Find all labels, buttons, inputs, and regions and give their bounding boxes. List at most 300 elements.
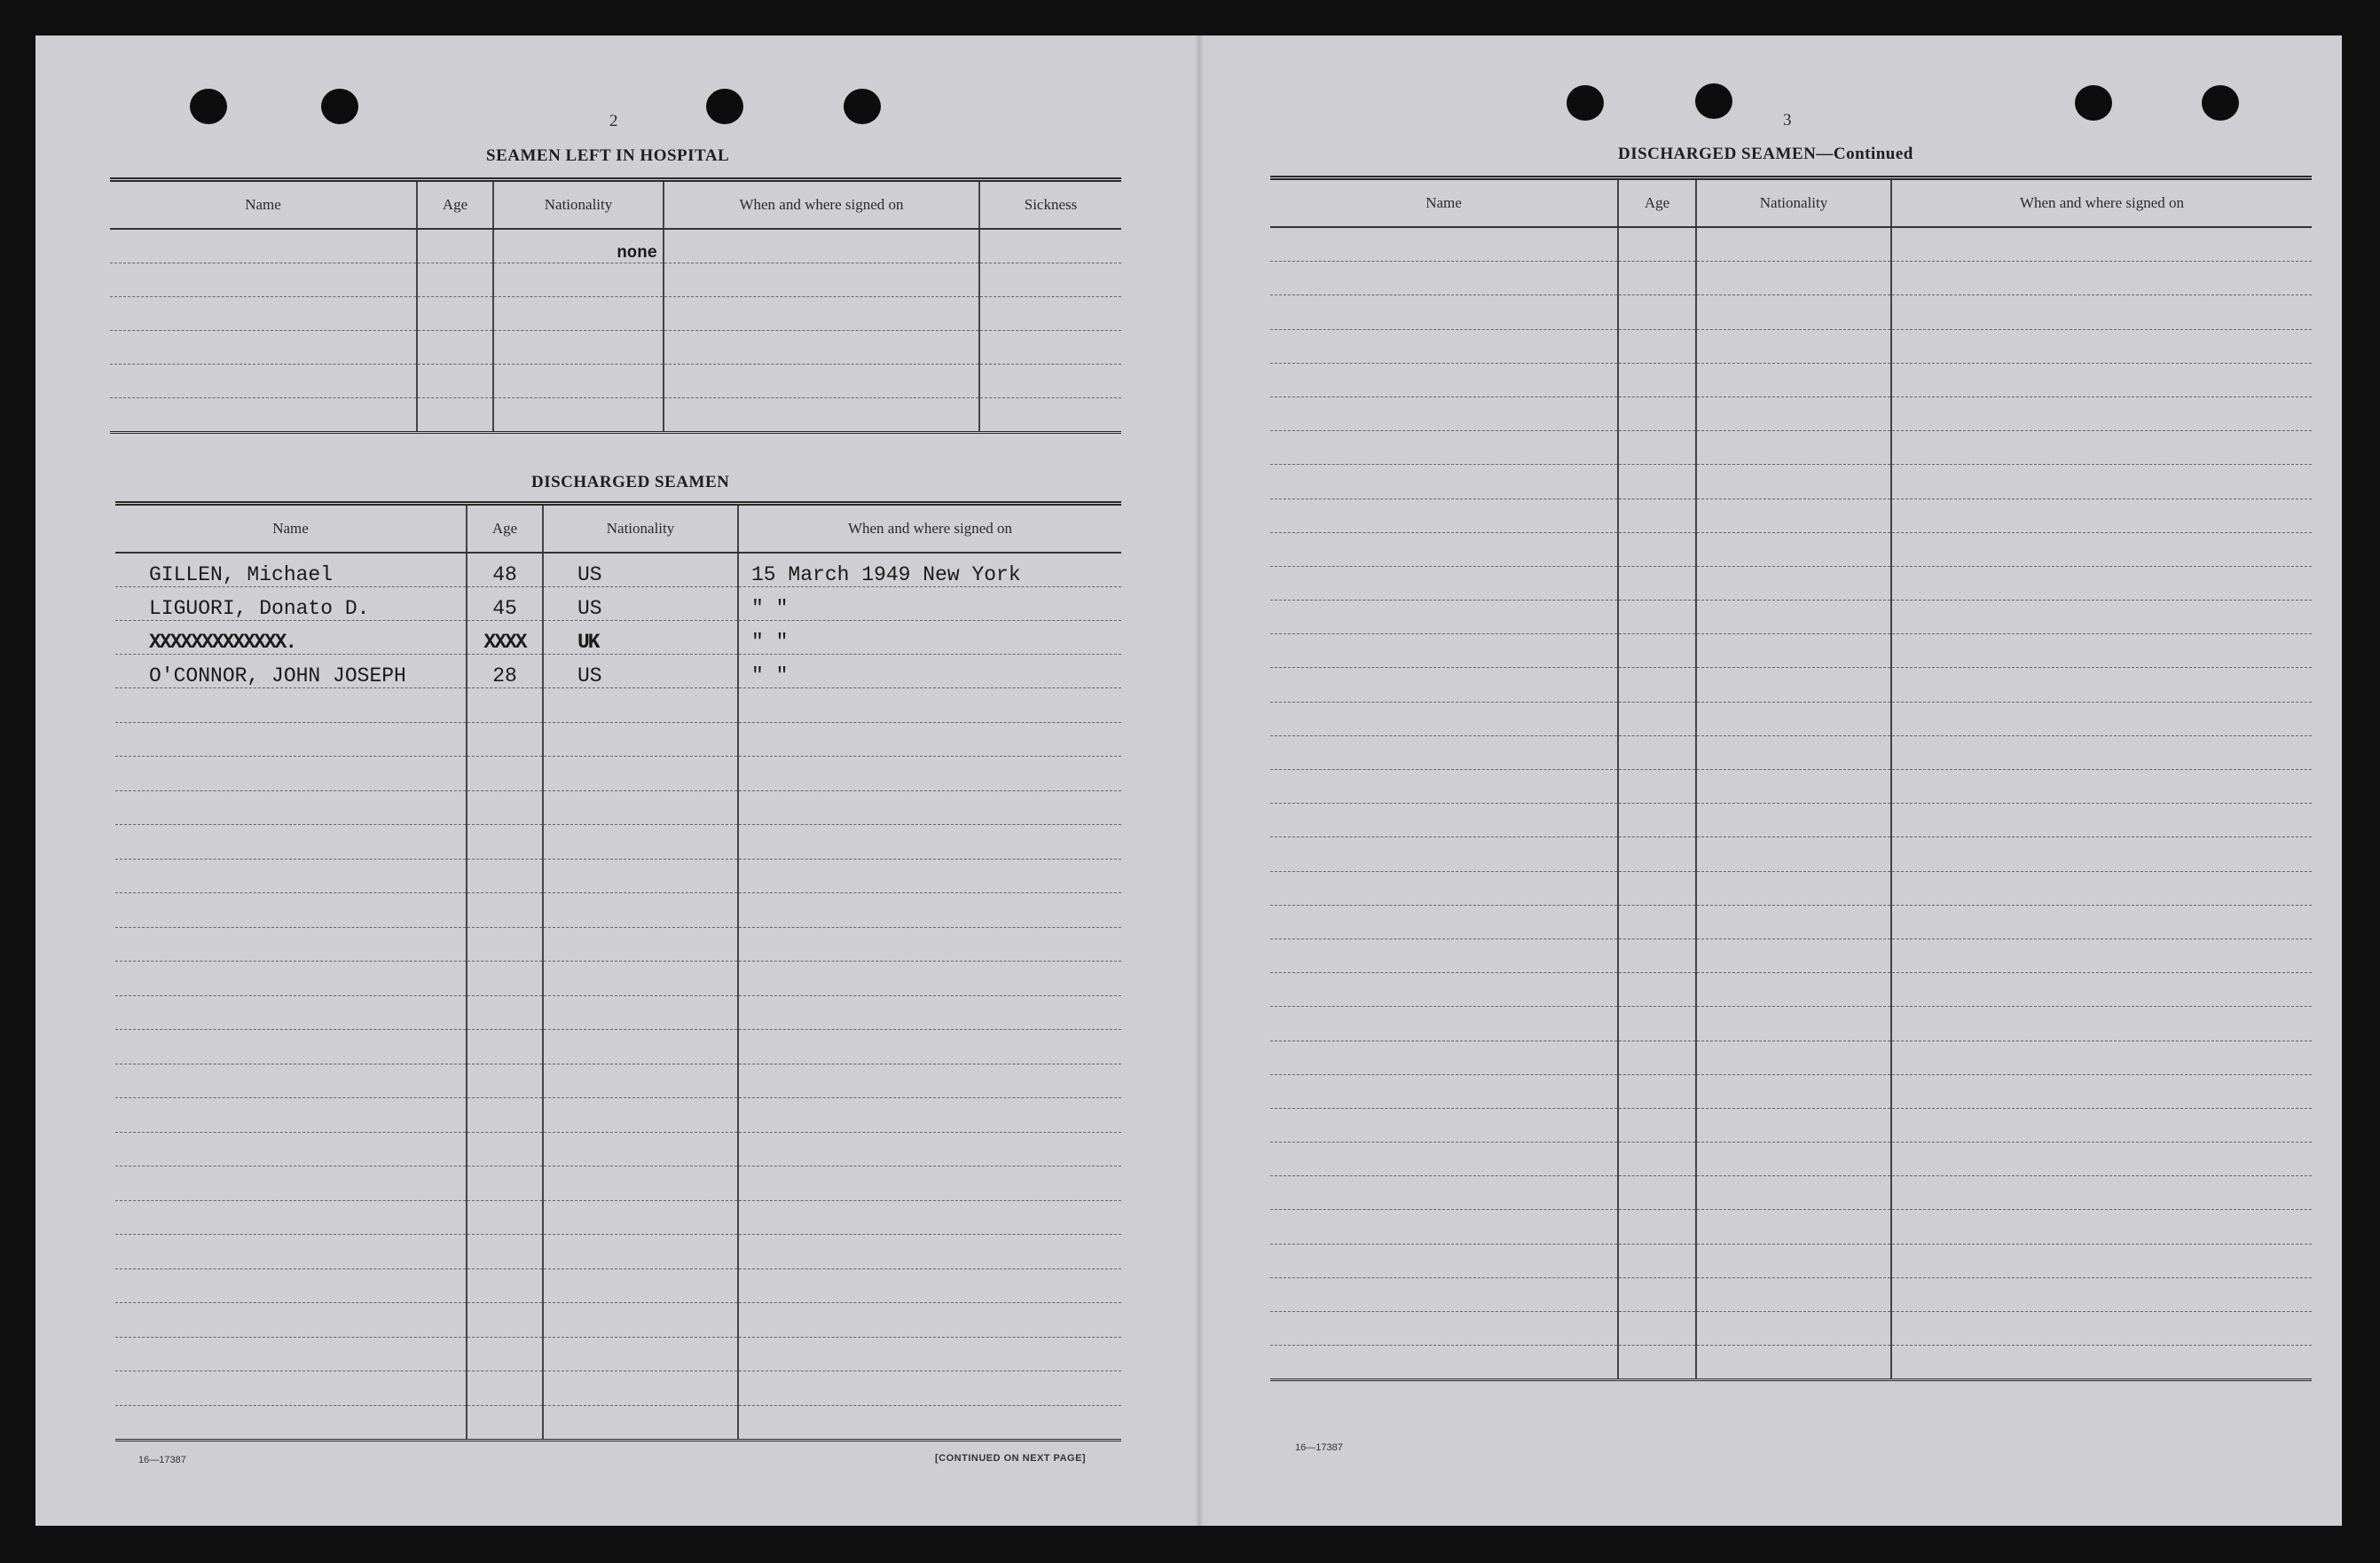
cell-nationality: US <box>543 553 738 587</box>
cell-signed-on <box>664 229 979 263</box>
cell-age: 48 <box>467 553 543 587</box>
hospital-table <box>110 177 1121 434</box>
cell-nationality: US <box>543 655 738 688</box>
table-row <box>1270 363 2312 397</box>
blank-cell <box>467 1166 543 1201</box>
blank-cell <box>543 1098 738 1133</box>
table-row <box>115 1064 1121 1098</box>
blank-cell <box>1696 668 1891 702</box>
blank-cell <box>1696 227 1891 262</box>
blank-cell <box>738 893 1121 928</box>
punch-hole <box>2075 85 2112 121</box>
blank-cell <box>1891 465 2312 499</box>
blank-cell <box>1891 1244 2312 1277</box>
blank-cell <box>543 1200 738 1235</box>
table-row <box>1270 634 2312 668</box>
blank-cell <box>738 790 1121 825</box>
blank-cell <box>1270 1041 1618 1074</box>
cell-sickness <box>979 229 1121 263</box>
title-suffix: —Continued <box>1816 145 1913 163</box>
blank-cell <box>1891 1007 2312 1041</box>
blank-cell <box>1696 1041 1891 1074</box>
blank-cell <box>467 1200 543 1235</box>
punch-hole <box>844 89 881 124</box>
blank-cell <box>738 722 1121 757</box>
blank-cell <box>1270 363 1618 397</box>
table-row <box>115 859 1121 893</box>
blank-cell <box>1270 804 1618 837</box>
blank-cell <box>1618 735 1696 769</box>
blank-cell <box>1696 1143 1891 1176</box>
table-row <box>115 1303 1121 1338</box>
cell-age-struck-out: XXXX <box>467 621 543 655</box>
blank-cell <box>115 1405 467 1441</box>
column-header-name: Name <box>110 180 417 230</box>
table-row <box>115 1268 1121 1303</box>
blank-cell <box>1891 601 2312 634</box>
punch-hole <box>321 89 358 124</box>
blank-cell <box>115 1098 467 1133</box>
blank-cell <box>115 1371 467 1406</box>
blank-cell <box>467 1268 543 1303</box>
blank-cell <box>1270 1244 1618 1277</box>
blank-cell <box>467 1337 543 1371</box>
table-row <box>1270 532 2312 566</box>
table-row <box>1270 1108 2312 1142</box>
blank-cell <box>1618 668 1696 702</box>
table-row <box>110 297 1121 331</box>
cell-name: O'CONNOR, JOHN JOSEPH <box>115 655 467 688</box>
blank-cell <box>1618 804 1696 837</box>
blank-cell <box>1270 905 1618 939</box>
blank-cell <box>738 1166 1121 1201</box>
blank-cell <box>1270 601 1618 634</box>
blank-cell <box>543 1235 738 1269</box>
table-row <box>1270 1074 2312 1108</box>
blank-cell <box>1891 431 2312 465</box>
blank-cell <box>1270 431 1618 465</box>
blank-cell <box>1618 295 1696 329</box>
blank-cell <box>543 1064 738 1098</box>
blank-cell <box>738 1371 1121 1406</box>
table-row <box>110 398 1121 433</box>
table-row <box>115 962 1121 996</box>
blank-cell <box>1696 566 1891 600</box>
table-row <box>1270 735 2312 769</box>
blank-cell <box>1696 1312 1891 1346</box>
column-header-signed-on: When and where signed on <box>664 180 979 230</box>
blank-cell <box>738 859 1121 893</box>
blank-cell <box>1270 566 1618 600</box>
blank-cell <box>467 722 543 757</box>
blank-cell <box>1891 905 2312 939</box>
blank-cell <box>1891 939 2312 972</box>
cell-name: GILLEN, Michael <box>115 553 467 587</box>
blank-cell <box>1891 735 2312 769</box>
blank-cell <box>543 859 738 893</box>
blank-cell <box>1270 837 1618 871</box>
blank-cell <box>1696 329 1891 363</box>
blank-cell <box>1696 837 1891 871</box>
blank-cell <box>467 825 543 860</box>
column-header-sickness: Sickness <box>979 180 1121 230</box>
table-row <box>1270 770 2312 804</box>
blank-cell <box>1270 1312 1618 1346</box>
blank-cell <box>1270 1007 1618 1041</box>
blank-cell <box>115 757 467 791</box>
blank-cell <box>1696 804 1891 837</box>
blank-cell <box>1270 1176 1618 1210</box>
blank-cell <box>1618 1074 1696 1108</box>
blank-cell <box>543 1337 738 1371</box>
page-fold <box>1195 35 1204 1526</box>
blank-cell <box>543 962 738 996</box>
blank-cell <box>115 1200 467 1235</box>
blank-cell <box>543 1303 738 1338</box>
blank-cell <box>1618 329 1696 363</box>
table-row <box>115 790 1121 825</box>
blank-cell <box>1618 634 1696 668</box>
table-row <box>115 1371 1121 1406</box>
table-row <box>115 688 1121 723</box>
column-header-nationality: Nationality <box>543 504 738 554</box>
blank-cell <box>1270 532 1618 566</box>
blank-cell <box>1270 227 1618 262</box>
blank-cell <box>1891 804 2312 837</box>
blank-cell <box>1891 634 2312 668</box>
table-row <box>115 587 1121 621</box>
column-header-age: Age <box>1618 178 1696 228</box>
blank-cell <box>1696 397 1891 430</box>
table-row <box>115 621 1121 655</box>
blank-cell <box>1696 1007 1891 1041</box>
cell-signed-on: 15 March 1949 New York <box>738 553 1121 587</box>
table-row <box>1270 499 2312 532</box>
table-row <box>115 1030 1121 1064</box>
blank-cell <box>1270 702 1618 735</box>
blank-cell <box>1618 601 1696 634</box>
blank-cell <box>1270 1108 1618 1142</box>
cell-name: LIGUORI, Donato D. <box>115 587 467 621</box>
blank-cell <box>1618 431 1696 465</box>
blank-cell <box>1891 295 2312 329</box>
blank-cell <box>1270 262 1618 295</box>
blank-cell <box>1891 1346 2312 1380</box>
blank-cell <box>738 927 1121 962</box>
blank-cell <box>738 1098 1121 1133</box>
blank-cell <box>1696 1074 1891 1108</box>
blank-cell <box>467 1132 543 1166</box>
blank-cell <box>1696 871 1891 905</box>
blank-cell <box>543 688 738 723</box>
continued-note: [CONTINUED ON NEXT PAGE] <box>935 1453 1087 1464</box>
blank-cell <box>738 995 1121 1030</box>
blank-cell <box>467 962 543 996</box>
blank-cell <box>467 688 543 723</box>
blank-cell <box>1270 939 1618 972</box>
column-header-signed-on: When and where signed on <box>1891 178 2312 228</box>
blank-cell <box>1618 397 1696 430</box>
blank-cell <box>1618 532 1696 566</box>
table-row <box>1270 566 2312 600</box>
blank-cell <box>115 962 467 996</box>
blank-cell <box>1696 1176 1891 1210</box>
blank-cell <box>738 1405 1121 1441</box>
blank-cell <box>738 1030 1121 1064</box>
blank-cell <box>1618 1244 1696 1277</box>
table-row <box>115 995 1121 1030</box>
blank-cell <box>1270 295 1618 329</box>
blank-cell <box>543 825 738 860</box>
blank-cell <box>1270 668 1618 702</box>
table-row <box>110 263 1121 297</box>
blank-cell <box>115 1166 467 1201</box>
blank-cell <box>1696 1277 1891 1311</box>
form-number: 16—17387 <box>1295 1442 1343 1453</box>
blank-cell <box>1891 397 2312 430</box>
blank-cell <box>1618 1346 1696 1380</box>
blank-cell <box>1891 1108 2312 1142</box>
table-header-row <box>110 180 1121 230</box>
discharged-continued-table <box>1270 176 2312 1381</box>
table-row <box>115 1405 1121 1441</box>
blank-cell <box>1270 1143 1618 1176</box>
blank-cell <box>1618 1210 1696 1244</box>
blank-cell <box>1696 634 1891 668</box>
table-row <box>1270 1041 2312 1074</box>
blank-cell <box>1618 1041 1696 1074</box>
blank-cell <box>1618 702 1696 735</box>
table-row <box>115 553 1121 587</box>
blank-cell <box>467 995 543 1030</box>
blank-cell <box>467 1098 543 1133</box>
cell-signed-on: " " <box>738 621 1121 655</box>
table-row <box>1270 939 2312 972</box>
cell-age: 28 <box>467 655 543 688</box>
table-row <box>1270 905 2312 939</box>
blank-cell <box>1696 1346 1891 1380</box>
blank-cell <box>115 1235 467 1269</box>
cell-age <box>417 229 493 263</box>
blank-cell <box>1270 871 1618 905</box>
blank-cell <box>1891 1210 2312 1244</box>
blank-cell <box>1696 735 1891 769</box>
table-row <box>115 722 1121 757</box>
blank-cell <box>1891 770 2312 804</box>
blank-cell <box>543 757 738 791</box>
blank-cell <box>1696 499 1891 532</box>
blank-cell <box>1618 363 1696 397</box>
table-row <box>1270 227 2312 262</box>
table-row <box>1270 668 2312 702</box>
blank-cell <box>738 757 1121 791</box>
page-number: 3 <box>1783 111 1792 130</box>
column-header-name: Name <box>1270 178 1618 228</box>
blank-cell <box>1891 837 2312 871</box>
table-row <box>115 1132 1121 1166</box>
blank-cell <box>738 1235 1121 1269</box>
blank-cell <box>115 893 467 928</box>
table-row <box>1270 1143 2312 1176</box>
blank-cell <box>543 1132 738 1166</box>
cell-signed-on: " " <box>738 587 1121 621</box>
blank-cell <box>738 688 1121 723</box>
title-main: DISCHARGED SEAMEN <box>1618 145 1817 163</box>
blank-cell <box>1696 1108 1891 1142</box>
blank-cell <box>1618 905 1696 939</box>
blank-cell <box>115 1337 467 1371</box>
blank-cell <box>1270 770 1618 804</box>
table-row <box>1270 295 2312 329</box>
table-row <box>1270 1346 2312 1380</box>
blank-cell <box>467 757 543 791</box>
table-row <box>115 927 1121 962</box>
blank-cell <box>467 790 543 825</box>
blank-cell <box>543 1166 738 1201</box>
table-row <box>115 1098 1121 1133</box>
blank-cell <box>1270 1074 1618 1108</box>
table-row <box>115 1200 1121 1235</box>
blank-cell <box>1696 363 1891 397</box>
table-row <box>115 1166 1121 1201</box>
blank-cell <box>1270 329 1618 363</box>
blank-cell <box>543 1405 738 1441</box>
blank-cell <box>1696 295 1891 329</box>
blank-cell <box>115 825 467 860</box>
blank-cell <box>1618 1007 1696 1041</box>
blank-cell <box>1891 499 2312 532</box>
table-row <box>115 1235 1121 1269</box>
blank-cell <box>115 1030 467 1064</box>
blank-cell <box>1891 329 2312 363</box>
blank-cell <box>467 1064 543 1098</box>
blank-cell <box>1696 601 1891 634</box>
column-header-age: Age <box>417 180 493 230</box>
table-row <box>1270 329 2312 363</box>
blank-cell <box>1891 702 2312 735</box>
blank-cell <box>1270 1210 1618 1244</box>
blank-cell <box>1891 973 2312 1007</box>
blank-cell <box>1891 871 2312 905</box>
table-row <box>110 229 1121 263</box>
blank-cell <box>1618 1277 1696 1311</box>
table-row <box>1270 1176 2312 1210</box>
blank-cell <box>115 790 467 825</box>
blank-cell <box>115 1132 467 1166</box>
blank-cell <box>1891 668 2312 702</box>
blank-cell <box>543 722 738 757</box>
cell-nationality-struck-out: UK <box>543 621 738 655</box>
blank-cell <box>467 927 543 962</box>
blank-cell <box>1696 431 1891 465</box>
blank-cell <box>115 722 467 757</box>
blank-cell <box>738 1337 1121 1371</box>
blank-cell <box>738 1064 1121 1098</box>
blank-cell <box>1618 871 1696 905</box>
column-header-nationality: Nationality <box>1696 178 1891 228</box>
blank-cell <box>1891 532 2312 566</box>
blank-cell <box>1618 499 1696 532</box>
blank-cell <box>1270 1277 1618 1311</box>
cell-age: 45 <box>467 587 543 621</box>
blank-cell <box>543 893 738 928</box>
blank-cell <box>467 1405 543 1441</box>
document-scan <box>35 35 2342 1526</box>
blank-cell <box>543 790 738 825</box>
discharged-table <box>115 501 1121 1441</box>
discharged-section-title: DISCHARGED SEAMEN <box>531 473 730 491</box>
table-row <box>1270 1210 2312 1244</box>
table-row <box>1270 1244 2312 1277</box>
blank-cell <box>543 1371 738 1406</box>
table-row <box>115 1337 1121 1371</box>
blank-cell <box>1891 1277 2312 1311</box>
form-number: 16—17387 <box>138 1455 186 1465</box>
hospital-section-title: SEAMEN LEFT IN HOSPITAL <box>486 146 730 165</box>
blank-cell <box>1696 770 1891 804</box>
table-row <box>115 893 1121 928</box>
blank-cell <box>1891 1143 2312 1176</box>
blank-cell <box>1270 465 1618 499</box>
table-row <box>1270 973 2312 1007</box>
blank-cell <box>1696 465 1891 499</box>
blank-cell <box>738 1132 1121 1166</box>
blank-cell <box>1270 1346 1618 1380</box>
blank-cell <box>1891 1176 2312 1210</box>
blank-cell <box>1891 1041 2312 1074</box>
blank-cell <box>467 859 543 893</box>
blank-cell <box>1891 262 2312 295</box>
cell-signed-on: " " <box>738 655 1121 688</box>
blank-cell <box>1696 702 1891 735</box>
cell-nationality: US <box>543 587 738 621</box>
blank-cell <box>1618 262 1696 295</box>
blank-cell <box>1891 227 2312 262</box>
blank-cell <box>1696 1244 1891 1277</box>
blank-cell <box>1618 566 1696 600</box>
blank-cell <box>1696 1210 1891 1244</box>
blank-cell <box>115 1268 467 1303</box>
table-header-row <box>1270 178 2312 228</box>
blank-cell <box>1618 837 1696 871</box>
blank-cell <box>1270 973 1618 1007</box>
table-row <box>1270 601 2312 634</box>
blank-cell <box>467 893 543 928</box>
punch-hole <box>706 89 743 124</box>
blank-cell <box>1696 973 1891 1007</box>
table-row <box>1270 1007 2312 1041</box>
blank-cell <box>467 1303 543 1338</box>
blank-cell <box>115 1303 467 1338</box>
table-row <box>1270 1277 2312 1311</box>
blank-cell <box>543 927 738 962</box>
blank-cell <box>1270 634 1618 668</box>
blank-cell <box>1696 939 1891 972</box>
blank-cell <box>115 859 467 893</box>
blank-cell <box>115 688 467 723</box>
blank-cell <box>1618 1312 1696 1346</box>
blank-cell <box>1618 1176 1696 1210</box>
table-row <box>1270 702 2312 735</box>
table-row <box>115 655 1121 688</box>
table-row <box>1270 397 2312 430</box>
table-row <box>1270 465 2312 499</box>
punch-hole <box>2202 85 2239 121</box>
table-row <box>1270 431 2312 465</box>
blank-cell <box>738 825 1121 860</box>
blank-cell <box>1618 1108 1696 1142</box>
blank-cell <box>543 1030 738 1064</box>
